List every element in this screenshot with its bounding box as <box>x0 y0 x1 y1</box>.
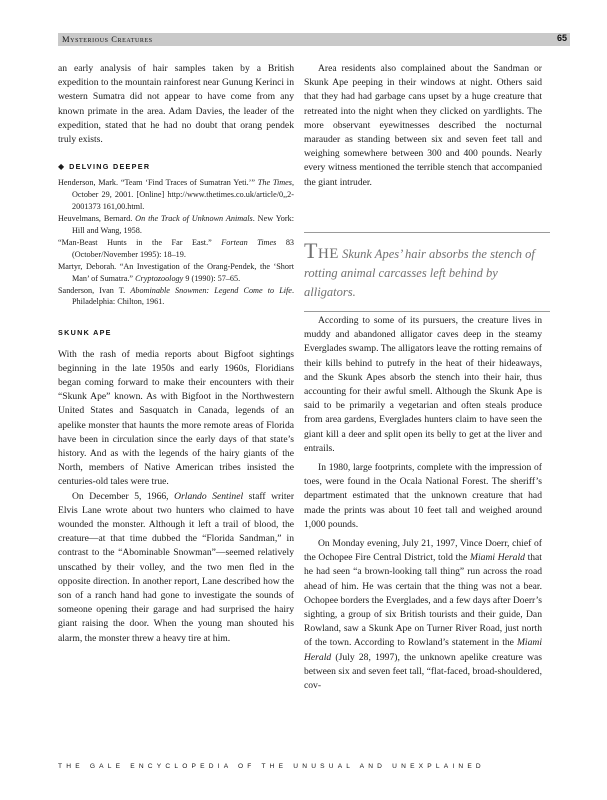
right-paragraph-3: In 1980, large footprints, complete with the impression of toes, were found in the Ocala National Forest. The sheriff’s department estimated that the unknown creature that had made the prints was about 10 feet tall and weighed around 1,000 pounds. <box>304 462 542 530</box>
reference-item: Heuvelmans, Bernard. On the Track of Unknown Animals. New York: Hill and Wang, 1958. <box>58 214 294 236</box>
left-column <box>58 62 294 646</box>
pull-quote-text: The Skunk Apes’ hair absorbs the stench of rotting animal carcasses left behind by alligators. <box>304 238 535 299</box>
skunk-ape-paragraph-1: With the rash of media reports about Bigfoot sightings beginning in the late 1950s and early 1960s, Floridians began coming forward to make their encounters with their “Skunk Ape” known. As with Bigfoot in the Northwestern United States and Sasquatch in Canada, legends of an apelike monster that haunts the more remote areas of Florida have been in circulation since the early days of that state’s history. And as with the legends of the hairy giants of the North, members of Native American tribes insisted the centuries-old tales were true. <box>58 348 294 488</box>
diamond-icon: ◆ <box>58 162 65 172</box>
right-column-top <box>304 62 542 190</box>
pull-quote <box>304 232 550 312</box>
skunk-ape-heading: SKUNK APE <box>58 328 112 338</box>
right-paragraph-1: Area residents also complained about the Sandman or Skunk Ape peeping in their windows at night. Others said that they had had garbage cans upset by a huge creature that retreated into the night when they clicked on yardlights. The more observant eyewitnesses described the nocturnal marauder as standing between six and seven feet tall and weighing somewhere between 300 and 400 pounds. Nearly every witness mentioned the terrible stench that accompanied the giant intruder. <box>304 63 542 188</box>
reference-item: “Man-Beast Hunts in the Far East.” Fortean Times 83 (October/November 1995): 18–19. <box>58 237 294 259</box>
pull-quote-bottom-rule <box>304 311 550 312</box>
pull-quote-lead: The <box>304 238 339 263</box>
running-footer: THE GALE ENCYCLOPEDIA OF THE UNUSUAL AND UNEXPLAINED <box>58 763 485 770</box>
running-header-title: Mysterious Creatures <box>62 34 153 44</box>
right-paragraph-4: On Monday evening, July 21, 1997, Vince Doerr, chief of the Ochopee Fire Central District, told the Miami Herald that he had seen “a brown-looking tall thing” run across the road ahead of him. He was certain that the thing was not a bear. Ochopee borders the Everglades, and a few days after Doerr’s sighting, a group of six British tourists and their guide, Dan Rowland, saw a Skunk Ape on Turner River Road, just north of the town. According to Rowland’s statement in the Miami Herald (July 28, 1997), the unknown apelike creature was between six and seven feet tall, “flat-faced, broad-shouldered, cov- <box>304 538 542 692</box>
pull-quote-top-rule <box>304 232 550 233</box>
delving-deeper-title: DELVING DEEPER <box>69 162 151 172</box>
reference-list <box>58 177 294 308</box>
delving-deeper-heading <box>58 160 294 174</box>
skunk-ape-paragraph-2: On December 5, 1966, Orlando Sentinel staff writer Elvis Lane wrote about two hunters who claimed to have wounded the monster. Although it left a trail of blood, the creature—at that time dubbed the “Florida Sandman,” in contrast to the “Abominable Snowman”—seemed relatively unscathed by their volley, and the two men fled in the opposite direction. In another report, Lane described how the son of a ranch hand had gone to investigate the sounds of someone opening their garage and had surprised the hairy giant raising the door. When the young man shouted his alarm, the monster threw a heavy tire at him. <box>58 490 295 644</box>
reference-item: Henderson, Mark. “Team ‘Find Traces of Sumatran Yeti.’” The Times, October 29, 2001. [Online] http://www.thetimes.co.uk/article/0,,2-2001373 161,00.html. <box>58 178 294 212</box>
right-column-bottom <box>304 314 542 693</box>
reference-item: Martyr, Deborah. “An Investigation of the Orang-Pendek, the ‘Short Man’ of Sumatra.” Cryptozoology 9 (1990): 57–65. <box>58 261 294 283</box>
page-number: 65 <box>556 33 567 43</box>
right-paragraph-2: According to some of its pursuers, the creature lives in muddy and abandoned alligator caves deep in the steamy Everglades swamp. The alligators leave the rotting remains of their kills behind to putrefy in the heat of their hideaways, and the Skunk Apes absorb the stench into their hair, thus accounting for their awful smell. Although the Skunk Ape is said to be primarily a vegetarian and often steals produce from area gardens, Everglades hunters claim to have seen the giant kill a deer and split open its belly to get at the liver and entrails. <box>304 315 542 454</box>
intro-paragraph: an early analysis of hair samples taken by a British expedition to the mountain rainforest near Gunung Kerinci in western Sumatra did not appear to have come from any known primate in the area. Adam Davies, the leader of the expedition, stated that he had no doubt that orang pendek truly exists. <box>58 63 294 146</box>
reference-item: Sanderson, Ivan T. Abominable Snowmen: Legend Come to Life. Philadelphia: Chilton, 1961. <box>58 285 294 307</box>
